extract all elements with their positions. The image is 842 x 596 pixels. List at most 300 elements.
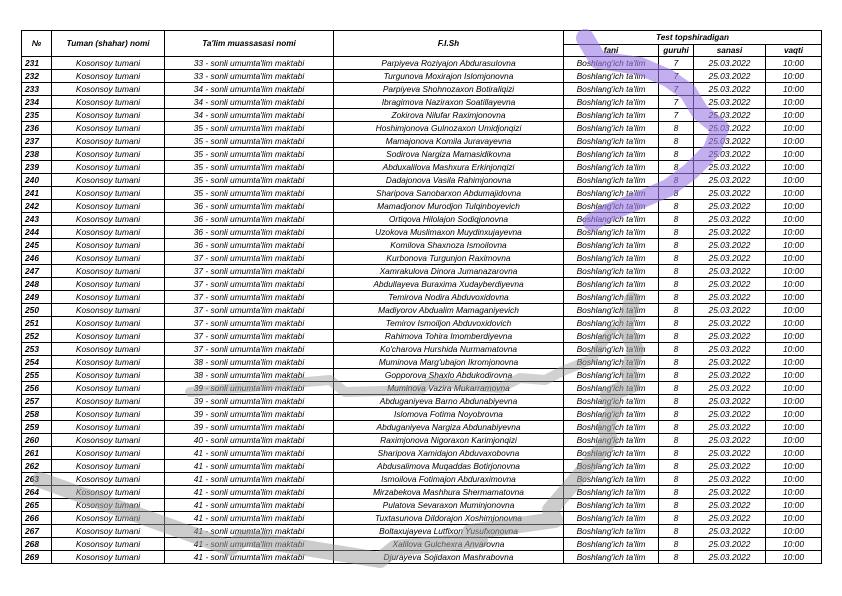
row-institution: 33 - sonli umumta'lim maktabi	[165, 57, 334, 70]
row-group: 8	[659, 369, 694, 382]
header-fio: F.I.Sh	[334, 31, 564, 57]
row-group: 8	[659, 252, 694, 265]
row-time: 10:00	[766, 278, 822, 291]
row-district: Kosonsoy tumani	[52, 538, 165, 551]
row-time: 10:00	[766, 356, 822, 369]
row-district: Kosonsoy tumani	[52, 408, 165, 421]
row-time: 10:00	[766, 330, 822, 343]
row-subject: Boshlang'ich ta'lim	[564, 278, 659, 291]
row-no: 248	[22, 278, 52, 291]
table-row	[22, 486, 822, 499]
row-no: 234	[22, 96, 52, 109]
row-subject: Boshlang'ich ta'lim	[564, 317, 659, 330]
row-time: 10:00	[766, 499, 822, 512]
row-time: 10:00	[766, 148, 822, 161]
row-group: 8	[659, 395, 694, 408]
row-date: 25.03.2022	[694, 187, 766, 200]
row-institution: 41 - sonli umumta'lim maktabi	[165, 525, 334, 538]
row-subject: Boshlang'ich ta'lim	[564, 473, 659, 486]
row-fio: Ortiqova Hilolajon Sodiqjonovna	[334, 213, 564, 226]
row-no: 266	[22, 512, 52, 525]
row-time: 10:00	[766, 226, 822, 239]
row-fio: Turgunova Moxirajon Islomjonovna	[334, 70, 564, 83]
row-no: 247	[22, 265, 52, 278]
row-date: 25.03.2022	[694, 434, 766, 447]
table-row	[22, 317, 822, 330]
row-district: Kosonsoy tumani	[52, 109, 165, 122]
row-date: 25.03.2022	[694, 213, 766, 226]
row-date: 25.03.2022	[694, 174, 766, 187]
row-time: 10:00	[766, 252, 822, 265]
row-no: 251	[22, 317, 52, 330]
row-no: 241	[22, 187, 52, 200]
table-row	[22, 239, 822, 252]
row-institution: 34 - sonli umumta'lim maktabi	[165, 96, 334, 109]
row-fio: Abduxalilova Mashxura Erkinjonqizi	[334, 161, 564, 174]
row-fio: Pulatova Sevaraxon Muminjonovna	[334, 499, 564, 512]
row-district: Kosonsoy tumani	[52, 421, 165, 434]
table-row	[22, 161, 822, 174]
row-district: Kosonsoy tumani	[52, 525, 165, 538]
row-fio: Uzokova Muslimaxon Muydinxujayevna	[334, 226, 564, 239]
row-no: 252	[22, 330, 52, 343]
row-no: 239	[22, 161, 52, 174]
row-time: 10:00	[766, 291, 822, 304]
row-date: 25.03.2022	[694, 304, 766, 317]
row-district: Kosonsoy tumani	[52, 187, 165, 200]
header-row-top	[22, 31, 822, 45]
row-district: Kosonsoy tumani	[52, 317, 165, 330]
row-time: 10:00	[766, 317, 822, 330]
row-fio: Gopporova Shaxlo Abdukodirovna	[334, 369, 564, 382]
row-date: 25.03.2022	[694, 226, 766, 239]
row-institution: 38 - sonli umumta'lim maktabi	[165, 369, 334, 382]
row-fio: Zokirova Nilufar Raximjonovna	[334, 109, 564, 122]
row-group: 8	[659, 187, 694, 200]
row-fio: Abduganiyeva Barno Abdunabiyevna	[334, 395, 564, 408]
row-time: 10:00	[766, 57, 822, 70]
row-fio: Komilova Shaxnoza Ismoilovna	[334, 239, 564, 252]
table-row	[22, 382, 822, 395]
row-time: 10:00	[766, 109, 822, 122]
row-institution: 39 - sonli umumta'lim maktabi	[165, 421, 334, 434]
row-time: 10:00	[766, 200, 822, 213]
header-institution: Ta'lim muassasasi nomi	[165, 31, 334, 57]
table-row	[22, 356, 822, 369]
row-time: 10:00	[766, 538, 822, 551]
row-subject: Boshlang'ich ta'lim	[564, 109, 659, 122]
row-fio: Madiyorov Abdualim Mamaganiyevich	[334, 304, 564, 317]
row-date: 25.03.2022	[694, 343, 766, 356]
row-date: 25.03.2022	[694, 421, 766, 434]
row-date: 25.03.2022	[694, 200, 766, 213]
row-time: 10:00	[766, 551, 822, 564]
row-fio: Mirzabekova Mashhura Shermamatovna	[334, 486, 564, 499]
row-institution: 41 - sonli umumta'lim maktabi	[165, 460, 334, 473]
row-fio: Ko'charova Hurshida Nurmamatovna	[334, 343, 564, 356]
row-fio: Mamajonova Komila Juravayevna	[334, 135, 564, 148]
row-subject: Boshlang'ich ta'lim	[564, 421, 659, 434]
row-group: 8	[659, 525, 694, 538]
row-fio: Rahimova Tohira Imomberdiyevna	[334, 330, 564, 343]
row-time: 10:00	[766, 174, 822, 187]
row-subject: Boshlang'ich ta'lim	[564, 122, 659, 135]
row-no: 259	[22, 421, 52, 434]
row-date: 25.03.2022	[694, 330, 766, 343]
row-subject: Boshlang'ich ta'lim	[564, 538, 659, 551]
row-subject: Boshlang'ich ta'lim	[564, 187, 659, 200]
row-group: 8	[659, 291, 694, 304]
row-subject: Boshlang'ich ta'lim	[564, 174, 659, 187]
header-time: vaqti	[766, 45, 822, 57]
row-fio: Sharipova Sanobarxon Abdumajidovna	[334, 187, 564, 200]
row-group: 8	[659, 421, 694, 434]
row-group: 7	[659, 70, 694, 83]
row-fio: Kurbonova Turgunjon Raximovna	[334, 252, 564, 265]
row-fio: Dadajonova Vasila Rahimjonovna	[334, 174, 564, 187]
row-time: 10:00	[766, 525, 822, 538]
row-institution: 34 - sonli umumta'lim maktabi	[165, 109, 334, 122]
row-group: 8	[659, 148, 694, 161]
row-group: 8	[659, 343, 694, 356]
row-fio: Abduganiyeva Nargiza Abdunabiyevna	[334, 421, 564, 434]
row-date: 25.03.2022	[694, 278, 766, 291]
candidates-table	[21, 30, 822, 564]
row-date: 25.03.2022	[694, 525, 766, 538]
row-district: Kosonsoy tumani	[52, 551, 165, 564]
row-time: 10:00	[766, 304, 822, 317]
header-test-group: Test topshiradigan	[564, 31, 822, 45]
table-row	[22, 213, 822, 226]
row-time: 10:00	[766, 70, 822, 83]
row-fio: Raximjonova Nigoraxon Karimjonqizi	[334, 434, 564, 447]
row-fio: Xalilova Gulchexra Anvarovna	[334, 538, 564, 551]
row-institution: 39 - sonli umumta'lim maktabi	[165, 395, 334, 408]
row-no: 255	[22, 369, 52, 382]
row-district: Kosonsoy tumani	[52, 512, 165, 525]
row-date: 25.03.2022	[694, 538, 766, 551]
row-fio: Parpiyeva Roziyajon Abdurasulovna	[334, 57, 564, 70]
row-no: 238	[22, 148, 52, 161]
row-time: 10:00	[766, 512, 822, 525]
row-date: 25.03.2022	[694, 83, 766, 96]
table-row	[22, 57, 822, 70]
row-institution: 36 - sonli umumta'lim maktabi	[165, 213, 334, 226]
row-district: Kosonsoy tumani	[52, 382, 165, 395]
row-date: 25.03.2022	[694, 252, 766, 265]
row-no: 245	[22, 239, 52, 252]
row-subject: Boshlang'ich ta'lim	[564, 382, 659, 395]
table-row	[22, 200, 822, 213]
table-body	[22, 57, 822, 564]
row-fio: Temirov Ismoiljon Abduvoxidovich	[334, 317, 564, 330]
row-time: 10:00	[766, 421, 822, 434]
row-fio: Ibragimova Naziraxon Soatillayevna	[334, 96, 564, 109]
row-no: 242	[22, 200, 52, 213]
row-time: 10:00	[766, 265, 822, 278]
row-fio: Islomova Fotima Noyobrovna	[334, 408, 564, 421]
row-time: 10:00	[766, 408, 822, 421]
row-institution: 37 - sonli umumta'lim maktabi	[165, 304, 334, 317]
row-date: 25.03.2022	[694, 57, 766, 70]
row-group: 7	[659, 109, 694, 122]
row-fio: Xamrakulova Dinora Jumanazarovna	[334, 265, 564, 278]
table-row	[22, 70, 822, 83]
row-subject: Boshlang'ich ta'lim	[564, 135, 659, 148]
row-no: 263	[22, 473, 52, 486]
row-fio: Abdullayeva Buraxima Xudayberdiyevna	[334, 278, 564, 291]
table-row	[22, 135, 822, 148]
row-institution: 36 - sonli umumta'lim maktabi	[165, 200, 334, 213]
row-group: 8	[659, 278, 694, 291]
row-subject: Boshlang'ich ta'lim	[564, 252, 659, 265]
row-institution: 37 - sonli umumta'lim maktabi	[165, 265, 334, 278]
row-date: 25.03.2022	[694, 291, 766, 304]
row-fio: Muminova Marg'ubajon Ikromjonovna	[334, 356, 564, 369]
table-row	[22, 499, 822, 512]
row-subject: Boshlang'ich ta'lim	[564, 291, 659, 304]
row-time: 10:00	[766, 96, 822, 109]
row-district: Kosonsoy tumani	[52, 486, 165, 499]
header-no: №	[22, 31, 52, 57]
row-institution: 41 - sonli umumta'lim maktabi	[165, 447, 334, 460]
row-district: Kosonsoy tumani	[52, 473, 165, 486]
row-no: 244	[22, 226, 52, 239]
row-no: 269	[22, 551, 52, 564]
row-district: Kosonsoy tumani	[52, 499, 165, 512]
table-row	[22, 525, 822, 538]
row-group: 8	[659, 330, 694, 343]
row-group: 8	[659, 486, 694, 499]
row-group: 8	[659, 161, 694, 174]
row-no: 246	[22, 252, 52, 265]
row-subject: Boshlang'ich ta'lim	[564, 408, 659, 421]
row-no: 262	[22, 460, 52, 473]
row-fio: Temirova Nodira Abduvoxidovna	[334, 291, 564, 304]
row-institution: 39 - sonli umumta'lim maktabi	[165, 382, 334, 395]
row-group: 8	[659, 382, 694, 395]
header-date: sanasi	[694, 45, 766, 57]
row-subject: Boshlang'ich ta'lim	[564, 83, 659, 96]
row-institution: 36 - sonli umumta'lim maktabi	[165, 239, 334, 252]
row-subject: Boshlang'ich ta'lim	[564, 161, 659, 174]
row-date: 25.03.2022	[694, 161, 766, 174]
row-institution: 35 - sonli umumta'lim maktabi	[165, 187, 334, 200]
row-district: Kosonsoy tumani	[52, 83, 165, 96]
row-date: 25.03.2022	[694, 96, 766, 109]
row-subject: Boshlang'ich ta'lim	[564, 265, 659, 278]
row-institution: 35 - sonli umumta'lim maktabi	[165, 148, 334, 161]
row-time: 10:00	[766, 83, 822, 96]
row-group: 7	[659, 96, 694, 109]
row-subject: Boshlang'ich ta'lim	[564, 57, 659, 70]
row-time: 10:00	[766, 447, 822, 460]
row-district: Kosonsoy tumani	[52, 460, 165, 473]
row-district: Kosonsoy tumani	[52, 278, 165, 291]
row-fio: Mamadjonov Murodjon Tulqinboyevich	[334, 200, 564, 213]
row-district: Kosonsoy tumani	[52, 213, 165, 226]
row-district: Kosonsoy tumani	[52, 200, 165, 213]
row-group: 8	[659, 447, 694, 460]
row-time: 10:00	[766, 213, 822, 226]
row-group: 8	[659, 122, 694, 135]
row-subject: Boshlang'ich ta'lim	[564, 70, 659, 83]
row-institution: 41 - sonli umumta'lim maktabi	[165, 486, 334, 499]
row-no: 256	[22, 382, 52, 395]
row-group: 8	[659, 317, 694, 330]
table-row	[22, 460, 822, 473]
row-no: 243	[22, 213, 52, 226]
row-no: 254	[22, 356, 52, 369]
row-no: 232	[22, 70, 52, 83]
row-subject: Boshlang'ich ta'lim	[564, 200, 659, 213]
row-group: 8	[659, 239, 694, 252]
table-row	[22, 252, 822, 265]
table-row	[22, 187, 822, 200]
row-institution: 41 - sonli umumta'lim maktabi	[165, 538, 334, 551]
row-institution: 41 - sonli umumta'lim maktabi	[165, 473, 334, 486]
table-row	[22, 226, 822, 239]
row-date: 25.03.2022	[694, 148, 766, 161]
table-row	[22, 447, 822, 460]
row-group: 7	[659, 57, 694, 70]
row-time: 10:00	[766, 343, 822, 356]
row-group: 7	[659, 83, 694, 96]
row-district: Kosonsoy tumani	[52, 70, 165, 83]
row-institution: 35 - sonli umumta'lim maktabi	[165, 122, 334, 135]
row-district: Kosonsoy tumani	[52, 265, 165, 278]
row-institution: 35 - sonli umumta'lim maktabi	[165, 135, 334, 148]
row-subject: Boshlang'ich ta'lim	[564, 447, 659, 460]
table-row	[22, 83, 822, 96]
row-group: 8	[659, 135, 694, 148]
row-date: 25.03.2022	[694, 486, 766, 499]
table-row	[22, 421, 822, 434]
row-institution: 35 - sonli umumta'lim maktabi	[165, 174, 334, 187]
row-institution: 37 - sonli umumta'lim maktabi	[165, 291, 334, 304]
row-no: 250	[22, 304, 52, 317]
row-group: 8	[659, 460, 694, 473]
row-no: 268	[22, 538, 52, 551]
row-group: 8	[659, 200, 694, 213]
header-subject: fani	[564, 45, 659, 57]
row-date: 25.03.2022	[694, 382, 766, 395]
row-subject: Boshlang'ich ta'lim	[564, 96, 659, 109]
table-row	[22, 96, 822, 109]
row-district: Kosonsoy tumani	[52, 252, 165, 265]
row-institution: 37 - sonli umumta'lim maktabi	[165, 252, 334, 265]
row-subject: Boshlang'ich ta'lim	[564, 525, 659, 538]
row-institution: 40 - sonli umumta'lim maktabi	[165, 434, 334, 447]
row-institution: 34 - sonli umumta'lim maktabi	[165, 83, 334, 96]
row-institution: 33 - sonli umumta'lim maktabi	[165, 70, 334, 83]
row-no: 231	[22, 57, 52, 70]
table-row	[22, 174, 822, 187]
table-row	[22, 291, 822, 304]
row-time: 10:00	[766, 473, 822, 486]
row-no: 258	[22, 408, 52, 421]
row-no: 260	[22, 434, 52, 447]
row-time: 10:00	[766, 239, 822, 252]
row-date: 25.03.2022	[694, 395, 766, 408]
row-district: Kosonsoy tumani	[52, 330, 165, 343]
row-subject: Boshlang'ich ta'lim	[564, 499, 659, 512]
row-district: Kosonsoy tumani	[52, 226, 165, 239]
row-district: Kosonsoy tumani	[52, 304, 165, 317]
row-district: Kosonsoy tumani	[52, 434, 165, 447]
row-no: 233	[22, 83, 52, 96]
row-institution: 38 - sonli umumta'lim maktabi	[165, 356, 334, 369]
row-group: 8	[659, 434, 694, 447]
table-row	[22, 122, 822, 135]
row-date: 25.03.2022	[694, 460, 766, 473]
row-group: 8	[659, 473, 694, 486]
row-fio: Abdusalimova Muqaddas Botirjonovna	[334, 460, 564, 473]
table-row	[22, 369, 822, 382]
row-time: 10:00	[766, 122, 822, 135]
row-date: 25.03.2022	[694, 239, 766, 252]
table-row	[22, 395, 822, 408]
row-institution: 41 - sonli umumta'lim maktabi	[165, 499, 334, 512]
row-no: 249	[22, 291, 52, 304]
table-row	[22, 434, 822, 447]
row-subject: Boshlang'ich ta'lim	[564, 148, 659, 161]
table-row	[22, 473, 822, 486]
row-group: 8	[659, 512, 694, 525]
row-fio: Sharipova Xamidajon Abduvaxobovna	[334, 447, 564, 460]
table-row	[22, 109, 822, 122]
table-row	[22, 512, 822, 525]
row-institution: 37 - sonli umumta'lim maktabi	[165, 278, 334, 291]
row-group: 8	[659, 226, 694, 239]
row-fio: Djurayeva Sojidaxon Mashrabovna	[334, 551, 564, 564]
table-row	[22, 265, 822, 278]
row-group: 8	[659, 499, 694, 512]
row-district: Kosonsoy tumani	[52, 356, 165, 369]
row-no: 264	[22, 486, 52, 499]
row-date: 25.03.2022	[694, 317, 766, 330]
row-no: 267	[22, 525, 52, 538]
row-fio: Ismoilova Fotimajon Abduraximovna	[334, 473, 564, 486]
row-time: 10:00	[766, 434, 822, 447]
row-date: 25.03.2022	[694, 551, 766, 564]
row-time: 10:00	[766, 187, 822, 200]
row-no: 237	[22, 135, 52, 148]
row-subject: Boshlang'ich ta'lim	[564, 395, 659, 408]
row-group: 8	[659, 304, 694, 317]
row-date: 25.03.2022	[694, 265, 766, 278]
row-subject: Boshlang'ich ta'lim	[564, 369, 659, 382]
row-institution: 36 - sonli umumta'lim maktabi	[165, 226, 334, 239]
row-no: 235	[22, 109, 52, 122]
table-row	[22, 343, 822, 356]
row-subject: Boshlang'ich ta'lim	[564, 356, 659, 369]
row-date: 25.03.2022	[694, 447, 766, 460]
row-time: 10:00	[766, 460, 822, 473]
row-institution: 37 - sonli umumta'lim maktabi	[165, 317, 334, 330]
row-district: Kosonsoy tumani	[52, 174, 165, 187]
row-district: Kosonsoy tumani	[52, 96, 165, 109]
row-date: 25.03.2022	[694, 408, 766, 421]
row-subject: Boshlang'ich ta'lim	[564, 512, 659, 525]
row-district: Kosonsoy tumani	[52, 239, 165, 252]
row-district: Kosonsoy tumani	[52, 369, 165, 382]
row-subject: Boshlang'ich ta'lim	[564, 434, 659, 447]
table-row	[22, 330, 822, 343]
row-district: Kosonsoy tumani	[52, 447, 165, 460]
row-institution: 37 - sonli umumta'lim maktabi	[165, 343, 334, 356]
row-time: 10:00	[766, 369, 822, 382]
